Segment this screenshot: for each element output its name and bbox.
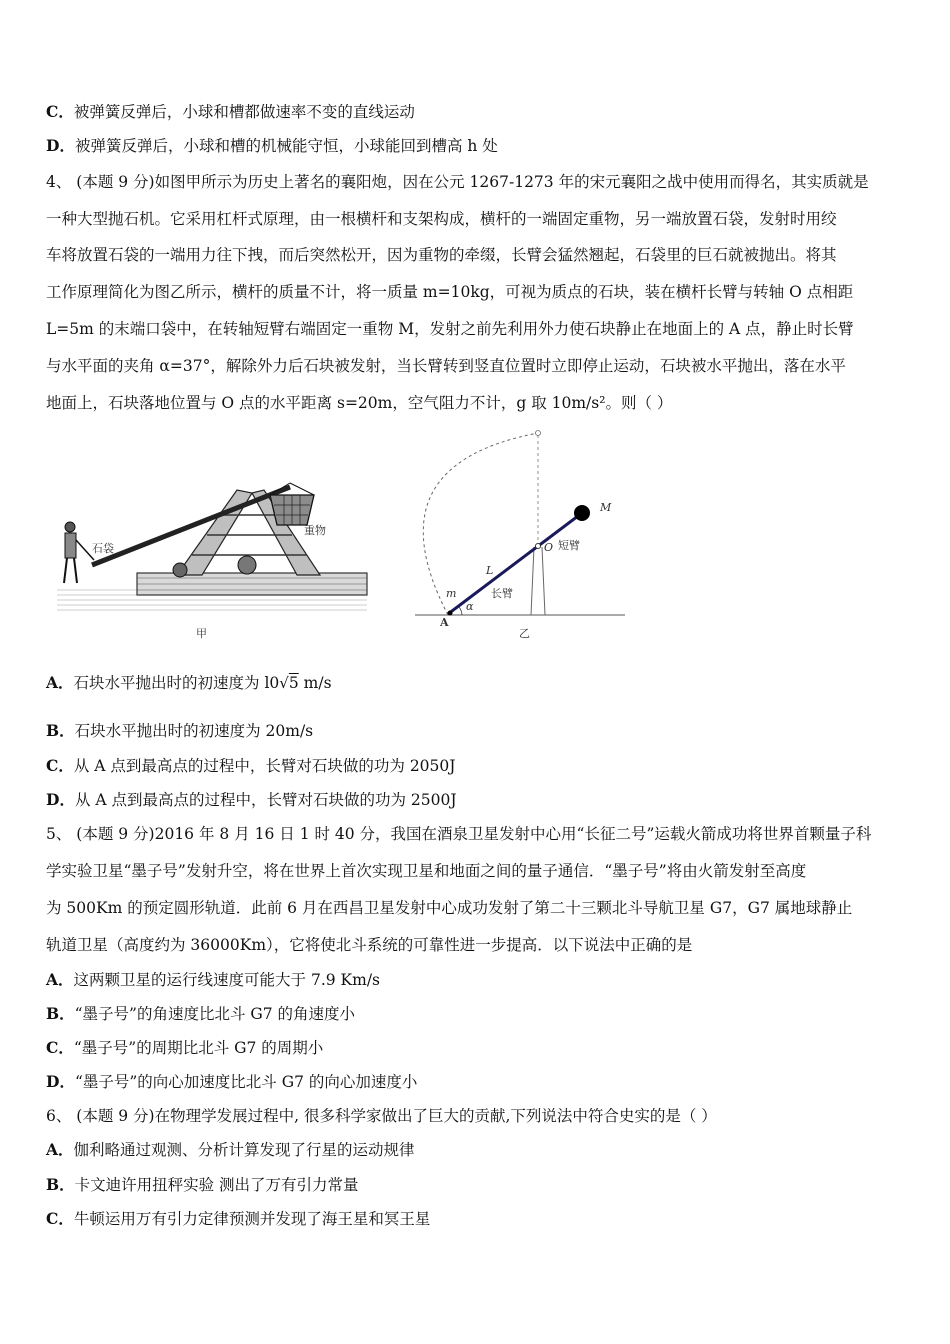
label-alpha: α bbox=[466, 600, 474, 613]
q3-option-d bbox=[46, 136, 906, 156]
option-text: “墨子号”的角速度比北斗 G7 的角速度小 bbox=[74, 1005, 356, 1023]
label-m: m bbox=[446, 587, 457, 600]
option-label: A． bbox=[46, 970, 74, 989]
q6-option-c bbox=[46, 1209, 906, 1229]
q5-stem-line: 为 500Km 的预定圆形轨道．此前 6 月在西昌卫星发射中心成功发射了第二十三颗北斗导航卫星 G7，G7 属地球静止 bbox=[46, 899, 853, 917]
label-O: O bbox=[544, 541, 554, 554]
q4-stem-line: 车将放置石袋的一端用力往下拽，而后突然松开，因为重物的牵缀，长臂会猛然翘起，石袋里的巨石就被抛出。将其 bbox=[46, 246, 837, 264]
label-long-arm: 长臂 bbox=[491, 587, 513, 600]
label-stone-bag: 石袋 bbox=[92, 542, 114, 555]
label-A: A bbox=[440, 616, 449, 629]
option-text: “墨子号”的向心加速度比北斗 G7 的向心加速度小 bbox=[74, 1073, 418, 1091]
option-text: “墨子号”的周期比北斗 G7 的周期小 bbox=[73, 1039, 324, 1057]
option-label: A． bbox=[46, 1140, 74, 1159]
option-label: C． bbox=[46, 1209, 74, 1228]
q5-option-d bbox=[46, 1072, 906, 1092]
q6-option-b bbox=[46, 1175, 906, 1195]
option-text: 这两颗卫星的运行线速度可能大于 7.9 Km/s bbox=[73, 971, 380, 989]
option-label: D． bbox=[46, 1072, 75, 1091]
q4-stem-line: L=5m 的末端口袋中，在转轴短臂右端固定一重物 M，发射之前先利用外力使石块静止在地面上的 A 点，静止时长臂 bbox=[46, 320, 854, 338]
q3-option-c bbox=[46, 102, 906, 122]
option-label: B． bbox=[46, 1004, 75, 1023]
option-label: B． bbox=[46, 721, 75, 740]
option-text: 伽利略通过观测、分析计算发现了行星的运动规律 bbox=[73, 1141, 415, 1159]
option-text: 石块水平抛出时的初速度为 20m/s bbox=[74, 722, 314, 740]
figure-lever-diagram bbox=[410, 425, 640, 625]
q4-stem-line: 4、 (本题 9 分)如图甲所示为历史上著名的襄阳炮，因在公元 1267-1273 年的宋元襄阳之战中使用而得名，其实质就是 bbox=[46, 173, 869, 191]
q4-option-a bbox=[46, 673, 906, 699]
option-text: 被弹簧反弹后，小球和槽都做速率不变的直线运动 bbox=[73, 103, 415, 121]
caption-figure-b: 乙 bbox=[519, 627, 530, 640]
q5-option-c bbox=[46, 1038, 906, 1058]
option-label: D． bbox=[46, 790, 75, 809]
option-label: C． bbox=[46, 1038, 74, 1057]
option-label: B． bbox=[46, 1175, 75, 1194]
option-label: C． bbox=[46, 102, 74, 121]
q4-option-d bbox=[46, 790, 906, 810]
q5-option-b bbox=[46, 1004, 906, 1024]
option-unit: m/s bbox=[298, 674, 332, 692]
sqrt-symbol: √ bbox=[279, 674, 289, 692]
caption-figure-a: 甲 bbox=[196, 627, 207, 640]
option-text: 被弹簧反弹后，小球和槽的机械能守恒，小球能回到槽高 h 处 bbox=[74, 137, 498, 155]
option-text: 从 A 点到最高点的过程中，长臂对石块做的功为 2500J bbox=[74, 791, 457, 809]
q5-option-a bbox=[46, 970, 906, 990]
option-text: 从 A 点到最高点的过程中，长臂对石块做的功为 2050J bbox=[73, 757, 456, 775]
q5-stem-line: 轨道卫星（高度约为 36000Km），它将使北斗系统的可靠性进一步提高．以下说法中正确的是 bbox=[46, 936, 693, 954]
q6-option-a bbox=[46, 1140, 906, 1160]
q5-stem-line: 5、 (本题 9 分)2016 年 8 月 16 日 1 时 40 分，我国在酒泉卫星发射中心用“长征二号”运载火箭成功将世界首颗量子科 bbox=[46, 825, 872, 843]
option-text: 石块水平抛出时的初速度为 l0 bbox=[73, 674, 280, 692]
option-text: 牛顿运用万有引力定律预测并发现了海王星和冥王星 bbox=[73, 1210, 431, 1228]
label-L: L bbox=[486, 564, 494, 577]
sqrt-radicand: 5 bbox=[288, 674, 299, 692]
option-label: D． bbox=[46, 136, 75, 155]
label-M: M bbox=[600, 501, 612, 514]
label-short-arm: 短臂 bbox=[558, 539, 580, 552]
q4-option-b bbox=[46, 721, 906, 741]
option-text: 卡文迪许用扭秤实验 测出了万有引力常量 bbox=[74, 1176, 359, 1194]
q6-stem-line: 6、 (本题 9 分)在物理学发展过程中, 很多科学家做出了巨大的贡献,下列说法中符合史实的是（ ） bbox=[46, 1107, 717, 1125]
option-label: A． bbox=[46, 673, 74, 692]
q4-stem-line: 工作原理简化为图乙所示，横杆的质量不计，将一质量 m=10kg，可视为质点的石块，装在横杆长臂与转轴 O 点相距 bbox=[46, 283, 854, 301]
q4-option-c bbox=[46, 756, 906, 776]
q5-stem-line: 学实验卫星“墨子号”发射升空，将在世界上首次实现卫星和地面之间的量子通信．“墨子号”将由火箭发射至高度 bbox=[46, 862, 807, 880]
q4-stem-line: 一种大型抛石机。它采用杠杆式原理，由一根横杆和支架构成，横杆的一端固定重物，另一端放置石袋，发射时用绞 bbox=[46, 210, 837, 228]
q4-stem-line: 与水平面的夹角 α=37°，解除外力后石块被发射，当长臂转到竖直位置时立即停止运动，石块被水平抛出，落在水平 bbox=[46, 357, 846, 375]
label-counterweight: 重物 bbox=[304, 524, 326, 537]
option-label: C． bbox=[46, 756, 74, 775]
q4-stem-line: 地面上，石块落地位置与 O 点的水平距离 s=20m，空气阻力不计，g 取 10m/s²。则（ ） bbox=[46, 394, 673, 412]
